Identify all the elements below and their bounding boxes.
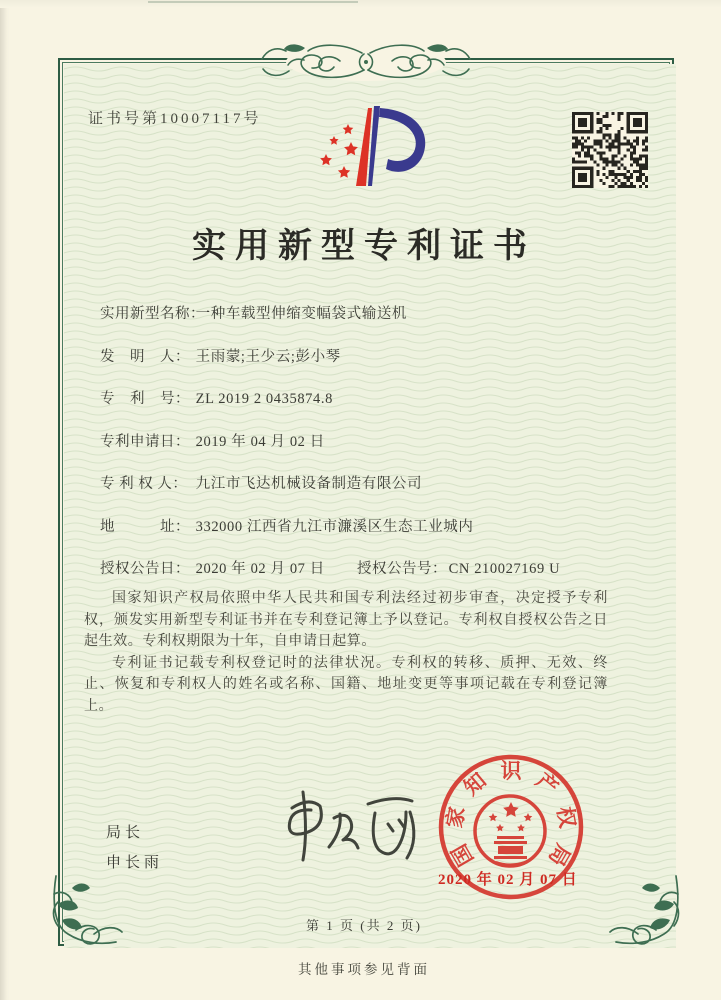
- field-grant-no-value: CN 210027169 U: [448, 561, 561, 577]
- back-note: 其他事项参见背面: [298, 962, 430, 977]
- top-scroll-ornament-icon: [241, 38, 491, 86]
- bottom-left-floral-ornament-icon: [42, 868, 134, 960]
- field-patent-no-label: 专 利 号：: [100, 391, 190, 407]
- certificate-number: 证书号第10007117号: [88, 111, 262, 127]
- field-grant-no: [357, 557, 560, 578]
- field-address-value: 332000 江西省九江市濂溪区生态工业城内: [195, 519, 474, 535]
- officer-block: [106, 818, 163, 878]
- field-address-label: 地 址：: [100, 519, 190, 535]
- qr-code: [572, 112, 648, 188]
- seal-date: 2020 年 02 月 07 日: [438, 872, 578, 888]
- field-filing-date: [100, 430, 620, 451]
- page-number: 第 1 页 (共 2 页): [306, 918, 422, 933]
- field-filing-date-label: 专利申请日：: [100, 434, 190, 450]
- field-grant-date-value: 2020 年 02 月 07 日: [195, 561, 325, 577]
- field-address: [100, 515, 620, 536]
- field-patentee-value: 九江市飞达机械设备制造有限公司: [195, 476, 423, 492]
- field-patent-no-value: ZL 2019 2 0435874.8: [195, 391, 333, 407]
- cnipa-logo-icon: [314, 102, 436, 197]
- field-filing-date-value: 2019 年 04 月 02 日: [195, 434, 325, 450]
- field-name: [100, 302, 620, 323]
- officer-title: 局长: [106, 825, 145, 841]
- scan-edge-shading-top: [0, 0, 721, 8]
- field-inventor-value: 王雨蒙;王少云;彭小琴: [195, 349, 341, 365]
- officer-name: 申长雨: [106, 855, 164, 871]
- field-patentee: [100, 472, 620, 493]
- seal-text-char: 国: [446, 839, 479, 871]
- field-inventor: [100, 345, 620, 366]
- seal-text-char: 识: [500, 759, 522, 783]
- body-paragraph-2: 专利证书记载专利权登记时的法律状况。专利权的转移、质押、无效、终止、恢复和专利权人的姓名或名称、国籍、地址变更等事项记载在专利登记簿上。: [84, 655, 608, 714]
- body-text: [84, 588, 608, 717]
- signature-graphic: [272, 782, 432, 882]
- certificate-title: 实用新型专利证书: [192, 228, 536, 265]
- seal-text-char: 产: [531, 768, 563, 801]
- scan-edge-shading: [0, 0, 10, 1000]
- field-name-value: 一种车载型伸缩变幅袋式输送机: [195, 306, 408, 322]
- field-name-label: 实用新型名称：: [100, 306, 205, 322]
- field-patent-no: [100, 387, 620, 408]
- national-emblem-icon: [475, 796, 545, 866]
- seal-text-char: 权: [552, 804, 580, 830]
- field-grant-date-label: 授权公告日：: [100, 561, 190, 577]
- seal-text-char: 家: [442, 804, 470, 830]
- field-patentee-label: 专 利 权 人：: [100, 476, 188, 492]
- scan-artifact-line: [148, 1, 358, 3]
- bottom-right-floral-ornament-icon: [598, 868, 690, 960]
- seal-text-char: 知: [459, 768, 491, 801]
- field-grant: [100, 557, 620, 578]
- field-grant-no-label: 授权公告号：: [357, 561, 447, 577]
- seal-text-char: 局: [543, 839, 576, 871]
- field-inventor-label: 发 明 人：: [100, 349, 190, 365]
- body-paragraph-1: 国家知识产权局依照中华人民共和国专利法经过初步审查，决定授予专利权，颁发实用新型专利证书并在专利登记簿上予以登记。专利权自授权公告之日起生效。专利权期限为十年，自申请日起算。: [84, 591, 608, 649]
